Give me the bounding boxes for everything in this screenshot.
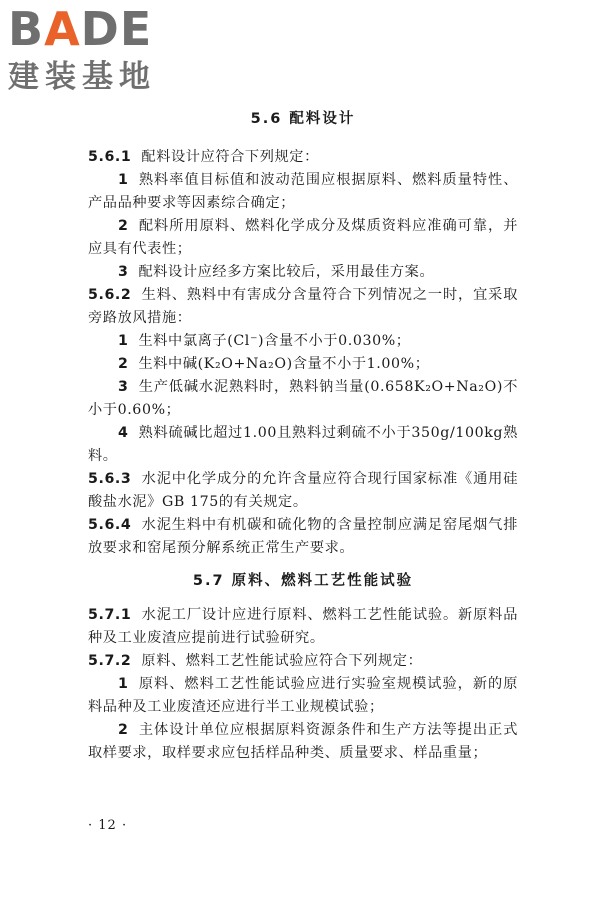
document-body [88, 108, 518, 765]
list-item [88, 215, 518, 261]
logo-subtitle: 建装基地 [8, 59, 156, 95]
logo-brand-b: B [8, 2, 45, 56]
list-item [88, 376, 518, 422]
item-number: 1 [118, 333, 129, 349]
item-number: 4 [118, 425, 129, 441]
item-text: 配料设计应经多方案比较后，采用最佳方案。 [138, 264, 435, 280]
page-number: · 12 · [88, 818, 128, 833]
list-item [88, 673, 518, 719]
clause-text: 生料、熟料中有害成分含量符合下列情况之一时，宜采取旁路放风措施： [88, 287, 518, 326]
clause-5-6-2 [88, 284, 518, 330]
clause-5-6-3 [88, 468, 518, 514]
bade-logo [8, 2, 178, 98]
item-text: 配料所用原料、燃料化学成分及煤质资料应准确可靠，并应具有代表性； [88, 218, 518, 257]
list-item [88, 353, 518, 376]
logo-brand [8, 2, 178, 56]
item-number: 3 [118, 379, 129, 395]
clause-5-6-4 [88, 514, 518, 560]
clause-text: 水泥工厂设计应进行原料、燃料工艺性能试验。新原料品种及工业废渣应提前进行试验研究。 [88, 607, 518, 646]
clause-number: 5.6.3 [88, 471, 132, 487]
list-item [88, 719, 518, 765]
item-number: 1 [118, 172, 129, 188]
clause-5-7-1 [88, 604, 518, 650]
clause-text: 原料、燃料工艺性能试验应符合下列规定： [141, 653, 423, 669]
clause-number: 5.6.4 [88, 517, 132, 533]
clause-5-6-1 [88, 146, 518, 169]
item-text: 主体设计单位应根据原料资源条件和生产方法等提出正式取样要求，取样要求应包括样品种类、质量要求、样品重量； [88, 722, 518, 761]
item-text: 熟料硫碱比超过1.00且熟料过剩硫不小于350g/100kg熟料。 [88, 425, 518, 464]
item-text: 熟料率值目标值和波动范围应根据原料、燃料质量特性、产品品种要求等因素综合确定； [88, 172, 518, 211]
list-item [88, 261, 518, 284]
item-number: 2 [118, 218, 129, 234]
clause-text: 水泥生料中有机碳和硫化物的含量控制应满足窑尾烟气排放要求和窑尾预分解系统正常生产要求。 [88, 517, 518, 556]
clause-number: 5.6.1 [88, 149, 132, 165]
clause-text: 配料设计应符合下列规定： [141, 149, 319, 165]
section-title-5-7: 5.7 原料、燃料工艺性能试验 [192, 573, 414, 589]
clause-number: 5.7.2 [88, 653, 132, 669]
clause-5-7-2 [88, 650, 518, 673]
item-text: 生产低碱水泥熟料时，熟料钠当量(0.658K₂O+Na₂O)不小于0.60%； [88, 379, 518, 418]
item-text: 生料中氯离子(Cl⁻)含量不小于0.030%； [138, 333, 411, 349]
logo-brand-de: DE [80, 2, 153, 56]
clause-number: 5.6.2 [88, 287, 132, 303]
item-number: 1 [118, 676, 129, 692]
list-item [88, 330, 518, 353]
clause-number: 5.7.1 [88, 607, 132, 623]
list-item [88, 169, 518, 215]
item-number: 3 [118, 264, 129, 280]
item-number: 2 [118, 722, 129, 738]
item-number: 2 [118, 356, 129, 372]
list-item [88, 422, 518, 468]
section-title-5-6: 5.6 配料设计 [250, 111, 356, 127]
clause-text: 水泥中化学成分的允许含量应符合现行国家标准《通用硅酸盐水泥》GB 175的有关规定。 [88, 471, 518, 510]
logo-brand-a: A [44, 2, 81, 56]
item-text: 原料、燃料工艺性能试验应进行实验室规模试验，新的原料品种及工业废渣还应进行半工业规模试验； [88, 676, 518, 715]
item-text: 生料中碱(K₂O+Na₂O)含量不小于1.00%； [138, 356, 430, 372]
